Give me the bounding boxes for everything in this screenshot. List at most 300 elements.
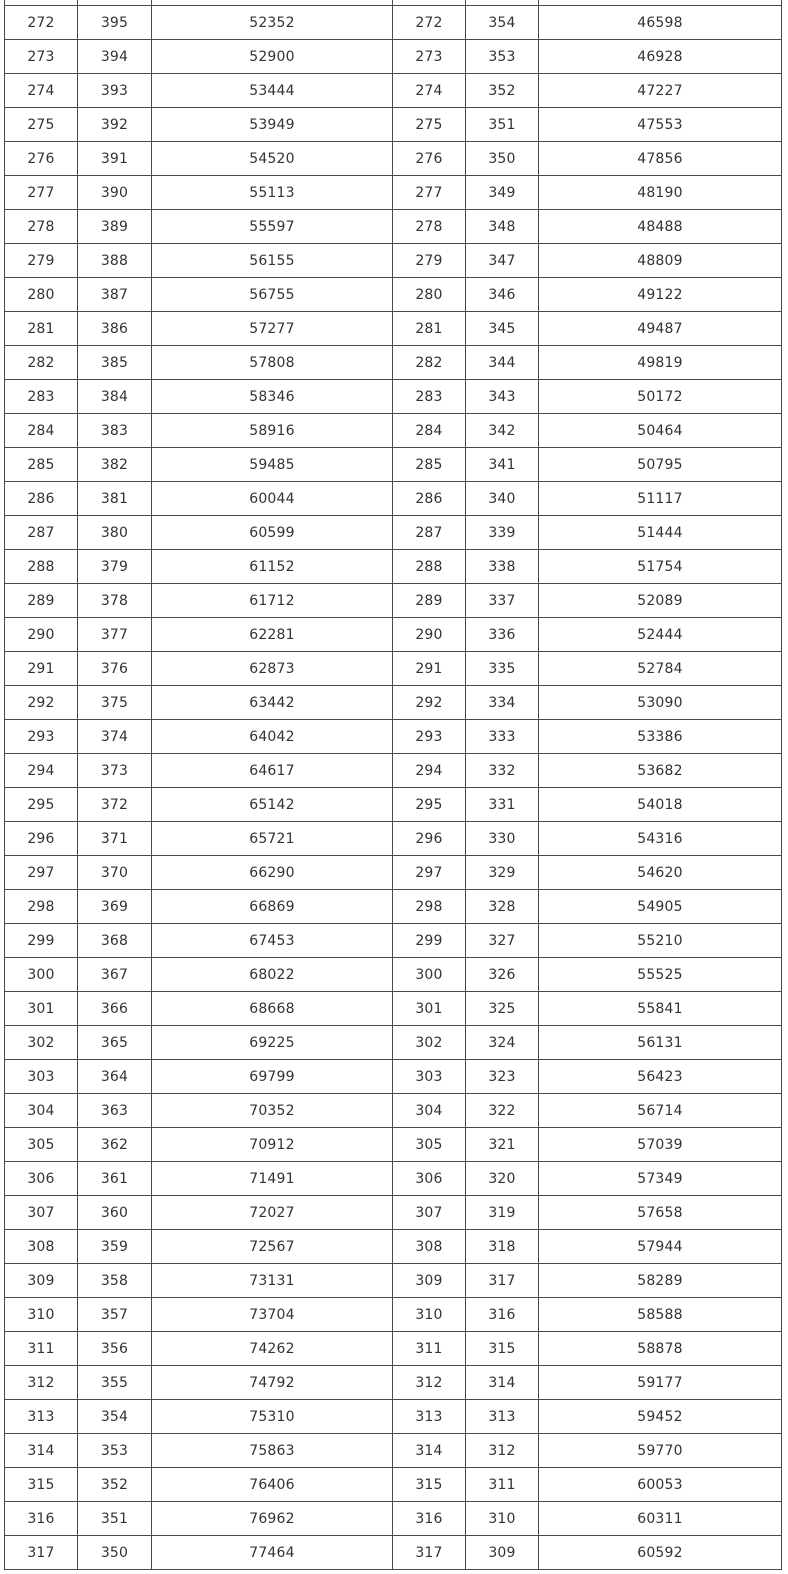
table-row <box>5 1060 782 1094</box>
table-cell: 296 <box>5 822 78 856</box>
table-cell: 284 <box>5 414 78 448</box>
table-cell: 288 <box>393 550 466 584</box>
table-cell: 273 <box>5 40 78 74</box>
table-cell: 309 <box>466 1536 539 1570</box>
table-cell: 292 <box>393 686 466 720</box>
table-cell: 343 <box>466 380 539 414</box>
table-cell: 49819 <box>539 346 782 380</box>
table-cell: 306 <box>5 1162 78 1196</box>
table-cell: 315 <box>5 1468 78 1502</box>
table-cell: 301 <box>5 992 78 1026</box>
table-cell: 364 <box>78 1060 152 1094</box>
table-row <box>5 822 782 856</box>
table-cell: 60053 <box>539 1468 782 1502</box>
table-cell: 64042 <box>152 720 393 754</box>
table-cell: 52352 <box>152 6 393 40</box>
table-cell: 299 <box>393 924 466 958</box>
score-table-body <box>5 0 782 1570</box>
table-row <box>5 992 782 1026</box>
table-cell: 275 <box>393 108 466 142</box>
table-row <box>5 74 782 108</box>
table-cell: 276 <box>5 142 78 176</box>
table-row <box>5 754 782 788</box>
table-cell: 381 <box>78 482 152 516</box>
table-cell: 60311 <box>539 1502 782 1536</box>
table-cell: 387 <box>78 278 152 312</box>
table-cell: 55525 <box>539 958 782 992</box>
table-cell: 357 <box>78 1298 152 1332</box>
table-cell: 312 <box>5 1366 78 1400</box>
table-row <box>5 1332 782 1366</box>
table-cell: 51444 <box>539 516 782 550</box>
table-row <box>5 1400 782 1434</box>
table-cell: 327 <box>466 924 539 958</box>
table-cell: 317 <box>466 1264 539 1298</box>
table-cell: 76962 <box>152 1502 393 1536</box>
table-cell: 50795 <box>539 448 782 482</box>
table-cell: 313 <box>5 1400 78 1434</box>
table-row <box>5 380 782 414</box>
table-cell: 342 <box>466 414 539 448</box>
table-cell: 61152 <box>152 550 393 584</box>
table-cell: 295 <box>5 788 78 822</box>
table-cell: 303 <box>5 1060 78 1094</box>
table-cell: 309 <box>393 1264 466 1298</box>
table-cell: 322 <box>466 1094 539 1128</box>
table-cell: 59177 <box>539 1366 782 1400</box>
table-cell: 317 <box>5 1536 78 1570</box>
table-cell: 60599 <box>152 516 393 550</box>
table-cell: 385 <box>78 346 152 380</box>
table-cell: 293 <box>5 720 78 754</box>
table-cell: 354 <box>78 1400 152 1434</box>
table-row <box>5 414 782 448</box>
score-table-container <box>4 0 781 1570</box>
table-cell: 68668 <box>152 992 393 1026</box>
table-cell: 286 <box>393 482 466 516</box>
table-cell: 295 <box>393 788 466 822</box>
table-cell: 291 <box>5 652 78 686</box>
table-cell: 382 <box>78 448 152 482</box>
table-row <box>5 142 782 176</box>
table-cell: 57277 <box>152 312 393 346</box>
table-cell: 291 <box>393 652 466 686</box>
table-cell: 57658 <box>539 1196 782 1230</box>
table-cell: 64617 <box>152 754 393 788</box>
table-cell: 63442 <box>152 686 393 720</box>
table-row <box>5 1434 782 1468</box>
table-row <box>5 1502 782 1536</box>
table-cell: 52444 <box>539 618 782 652</box>
table-cell: 298 <box>393 890 466 924</box>
table-cell: 279 <box>5 244 78 278</box>
table-cell: 350 <box>78 1536 152 1570</box>
table-cell: 370 <box>78 856 152 890</box>
table-cell: 316 <box>5 1502 78 1536</box>
table-cell: 278 <box>393 210 466 244</box>
table-row <box>5 584 782 618</box>
table-cell: 54316 <box>539 822 782 856</box>
table-cell: 316 <box>466 1298 539 1332</box>
table-cell: 72567 <box>152 1230 393 1264</box>
table-cell: 303 <box>393 1060 466 1094</box>
table-cell: 351 <box>78 1502 152 1536</box>
table-cell: 53682 <box>539 754 782 788</box>
table-cell: 59485 <box>152 448 393 482</box>
table-cell: 365 <box>78 1026 152 1060</box>
table-cell: 312 <box>466 1434 539 1468</box>
table-cell: 369 <box>78 890 152 924</box>
table-cell: 360 <box>78 1196 152 1230</box>
table-cell: 273 <box>393 40 466 74</box>
table-cell: 53090 <box>539 686 782 720</box>
table-cell: 56155 <box>152 244 393 278</box>
table-cell: 281 <box>5 312 78 346</box>
table-cell: 307 <box>393 1196 466 1230</box>
table-cell: 395 <box>78 6 152 40</box>
table-row <box>5 108 782 142</box>
table-cell: 319 <box>466 1196 539 1230</box>
table-cell: 54018 <box>539 788 782 822</box>
table-row <box>5 686 782 720</box>
table-cell: 367 <box>78 958 152 992</box>
table-cell: 302 <box>5 1026 78 1060</box>
table-cell: 334 <box>466 686 539 720</box>
table-row <box>5 312 782 346</box>
table-row <box>5 856 782 890</box>
table-cell: 314 <box>5 1434 78 1468</box>
table-cell: 69225 <box>152 1026 393 1060</box>
table-cell: 65142 <box>152 788 393 822</box>
table-cell: 282 <box>5 346 78 380</box>
table-cell: 75863 <box>152 1434 393 1468</box>
table-cell: 56714 <box>539 1094 782 1128</box>
table-row <box>5 652 782 686</box>
table-cell: 394 <box>78 40 152 74</box>
table-cell: 386 <box>78 312 152 346</box>
table-cell: 69799 <box>152 1060 393 1094</box>
table-cell: 305 <box>393 1128 466 1162</box>
table-cell: 346 <box>466 278 539 312</box>
table-cell: 311 <box>5 1332 78 1366</box>
table-row <box>5 788 782 822</box>
table-cell: 54620 <box>539 856 782 890</box>
table-cell: 352 <box>466 74 539 108</box>
table-cell: 55841 <box>539 992 782 1026</box>
table-cell: 305 <box>5 1128 78 1162</box>
table-cell: 312 <box>393 1366 466 1400</box>
table-cell: 310 <box>466 1502 539 1536</box>
table-row <box>5 40 782 74</box>
table-cell: 278 <box>5 210 78 244</box>
table-row <box>5 210 782 244</box>
table-cell: 296 <box>393 822 466 856</box>
table-cell: 55210 <box>539 924 782 958</box>
table-cell: 318 <box>466 1230 539 1264</box>
table-cell: 272 <box>393 6 466 40</box>
table-cell: 353 <box>78 1434 152 1468</box>
table-cell: 308 <box>393 1230 466 1264</box>
table-cell: 374 <box>78 720 152 754</box>
table-cell: 289 <box>5 584 78 618</box>
table-cell: 299 <box>5 924 78 958</box>
table-cell: 379 <box>78 550 152 584</box>
table-cell: 52900 <box>152 40 393 74</box>
table-cell: 59452 <box>539 1400 782 1434</box>
table-row <box>5 1094 782 1128</box>
table-cell: 311 <box>466 1468 539 1502</box>
table-cell: 284 <box>393 414 466 448</box>
table-cell: 337 <box>466 584 539 618</box>
table-cell: 307 <box>5 1196 78 1230</box>
table-cell: 351 <box>466 108 539 142</box>
table-cell: 71491 <box>152 1162 393 1196</box>
table-cell: 325 <box>466 992 539 1026</box>
table-row <box>5 720 782 754</box>
table-row <box>5 1128 782 1162</box>
table-cell: 378 <box>78 584 152 618</box>
table-cell: 46928 <box>539 40 782 74</box>
table-cell: 73704 <box>152 1298 393 1332</box>
table-cell: 390 <box>78 176 152 210</box>
table-cell: 391 <box>78 142 152 176</box>
table-cell: 77464 <box>152 1536 393 1570</box>
table-row <box>5 244 782 278</box>
table-cell: 289 <box>393 584 466 618</box>
table-row <box>5 924 782 958</box>
table-cell: 340 <box>466 482 539 516</box>
table-cell: 72027 <box>152 1196 393 1230</box>
table-cell: 59770 <box>539 1434 782 1468</box>
table-cell: 353 <box>466 40 539 74</box>
table-row <box>5 1264 782 1298</box>
table-cell: 297 <box>5 856 78 890</box>
table-row <box>5 550 782 584</box>
table-cell: 286 <box>5 482 78 516</box>
table-cell: 58878 <box>539 1332 782 1366</box>
table-cell: 339 <box>466 516 539 550</box>
table-cell: 52089 <box>539 584 782 618</box>
table-cell: 57349 <box>539 1162 782 1196</box>
table-cell: 280 <box>393 278 466 312</box>
table-cell: 50172 <box>539 380 782 414</box>
table-cell: 388 <box>78 244 152 278</box>
table-cell: 283 <box>393 380 466 414</box>
table-cell: 76406 <box>152 1468 393 1502</box>
table-cell: 47856 <box>539 142 782 176</box>
score-table <box>4 0 782 1570</box>
table-cell: 47227 <box>539 74 782 108</box>
table-cell: 288 <box>5 550 78 584</box>
table-cell: 314 <box>393 1434 466 1468</box>
table-cell: 57808 <box>152 346 393 380</box>
table-cell: 51754 <box>539 550 782 584</box>
table-cell: 277 <box>5 176 78 210</box>
table-row <box>5 1230 782 1264</box>
table-cell: 341 <box>466 448 539 482</box>
table-cell: 56423 <box>539 1060 782 1094</box>
table-cell: 320 <box>466 1162 539 1196</box>
table-cell: 287 <box>393 516 466 550</box>
table-cell: 300 <box>393 958 466 992</box>
table-row <box>5 958 782 992</box>
table-cell: 373 <box>78 754 152 788</box>
table-cell: 294 <box>393 754 466 788</box>
table-cell: 315 <box>466 1332 539 1366</box>
table-row <box>5 1366 782 1400</box>
table-row <box>5 1298 782 1332</box>
table-cell: 356 <box>78 1332 152 1366</box>
table-cell: 300 <box>5 958 78 992</box>
table-cell: 54905 <box>539 890 782 924</box>
table-cell: 277 <box>393 176 466 210</box>
table-cell: 301 <box>393 992 466 1026</box>
table-cell: 354 <box>466 6 539 40</box>
table-cell: 62281 <box>152 618 393 652</box>
table-cell: 362 <box>78 1128 152 1162</box>
table-cell: 55113 <box>152 176 393 210</box>
table-cell: 73131 <box>152 1264 393 1298</box>
table-cell: 309 <box>5 1264 78 1298</box>
table-cell: 349 <box>466 176 539 210</box>
table-cell: 317 <box>393 1536 466 1570</box>
table-cell: 338 <box>466 550 539 584</box>
table-cell: 48809 <box>539 244 782 278</box>
table-cell: 358 <box>78 1264 152 1298</box>
table-cell: 368 <box>78 924 152 958</box>
table-cell: 324 <box>466 1026 539 1060</box>
table-cell: 74262 <box>152 1332 393 1366</box>
table-cell: 276 <box>393 142 466 176</box>
table-cell: 331 <box>466 788 539 822</box>
table-cell: 314 <box>466 1366 539 1400</box>
table-cell: 304 <box>5 1094 78 1128</box>
table-cell: 298 <box>5 890 78 924</box>
table-cell: 348 <box>466 210 539 244</box>
table-cell: 54520 <box>152 142 393 176</box>
table-cell: 62873 <box>152 652 393 686</box>
table-cell: 58916 <box>152 414 393 448</box>
table-cell: 326 <box>466 958 539 992</box>
table-cell: 49122 <box>539 278 782 312</box>
table-row <box>5 516 782 550</box>
table-cell: 274 <box>393 74 466 108</box>
table-cell: 359 <box>78 1230 152 1264</box>
table-cell: 53386 <box>539 720 782 754</box>
table-row <box>5 1536 782 1570</box>
table-cell: 321 <box>466 1128 539 1162</box>
table-row <box>5 890 782 924</box>
table-cell: 58289 <box>539 1264 782 1298</box>
table-cell: 377 <box>78 618 152 652</box>
table-cell: 315 <box>393 1468 466 1502</box>
table-cell: 366 <box>78 992 152 1026</box>
table-cell: 329 <box>466 856 539 890</box>
table-cell: 313 <box>466 1400 539 1434</box>
table-cell: 65721 <box>152 822 393 856</box>
table-row <box>5 482 782 516</box>
table-cell: 294 <box>5 754 78 788</box>
table-cell: 70912 <box>152 1128 393 1162</box>
table-cell: 50464 <box>539 414 782 448</box>
table-cell: 323 <box>466 1060 539 1094</box>
table-cell: 58588 <box>539 1298 782 1332</box>
table-cell: 361 <box>78 1162 152 1196</box>
table-cell: 285 <box>393 448 466 482</box>
table-cell: 376 <box>78 652 152 686</box>
table-cell: 74792 <box>152 1366 393 1400</box>
table-cell: 316 <box>393 1502 466 1536</box>
table-cell: 352 <box>78 1468 152 1502</box>
table-cell: 345 <box>466 312 539 346</box>
table-cell: 47553 <box>539 108 782 142</box>
table-cell: 52784 <box>539 652 782 686</box>
table-cell: 55597 <box>152 210 393 244</box>
table-cell: 51117 <box>539 482 782 516</box>
table-cell: 48488 <box>539 210 782 244</box>
table-row <box>5 1468 782 1502</box>
table-row <box>5 448 782 482</box>
table-cell: 336 <box>466 618 539 652</box>
table-cell: 48190 <box>539 176 782 210</box>
table-cell: 293 <box>393 720 466 754</box>
table-cell: 311 <box>393 1332 466 1366</box>
table-cell: 302 <box>393 1026 466 1060</box>
table-row <box>5 1162 782 1196</box>
table-cell: 363 <box>78 1094 152 1128</box>
table-cell: 57944 <box>539 1230 782 1264</box>
table-cell: 61712 <box>152 584 393 618</box>
table-cell: 306 <box>393 1162 466 1196</box>
table-cell: 333 <box>466 720 539 754</box>
table-cell: 75310 <box>152 1400 393 1434</box>
table-cell: 60592 <box>539 1536 782 1570</box>
table-cell: 283 <box>5 380 78 414</box>
table-cell: 313 <box>393 1400 466 1434</box>
table-cell: 282 <box>393 346 466 380</box>
table-row <box>5 1026 782 1060</box>
table-cell: 347 <box>466 244 539 278</box>
table-row <box>5 1196 782 1230</box>
table-cell: 46598 <box>539 6 782 40</box>
table-cell: 285 <box>5 448 78 482</box>
table-cell: 66290 <box>152 856 393 890</box>
table-cell: 372 <box>78 788 152 822</box>
table-row <box>5 346 782 380</box>
table-cell: 275 <box>5 108 78 142</box>
table-row <box>5 176 782 210</box>
table-cell: 308 <box>5 1230 78 1264</box>
table-row <box>5 278 782 312</box>
table-row <box>5 618 782 652</box>
table-cell: 67453 <box>152 924 393 958</box>
table-cell: 274 <box>5 74 78 108</box>
table-cell: 304 <box>393 1094 466 1128</box>
table-cell: 292 <box>5 686 78 720</box>
table-cell: 57039 <box>539 1128 782 1162</box>
table-cell: 272 <box>5 6 78 40</box>
table-cell: 279 <box>393 244 466 278</box>
table-cell: 290 <box>5 618 78 652</box>
table-cell: 375 <box>78 686 152 720</box>
table-cell: 335 <box>466 652 539 686</box>
table-cell: 380 <box>78 516 152 550</box>
table-cell: 344 <box>466 346 539 380</box>
table-cell: 280 <box>5 278 78 312</box>
table-cell: 297 <box>393 856 466 890</box>
table-cell: 281 <box>393 312 466 346</box>
table-cell: 53444 <box>152 74 393 108</box>
